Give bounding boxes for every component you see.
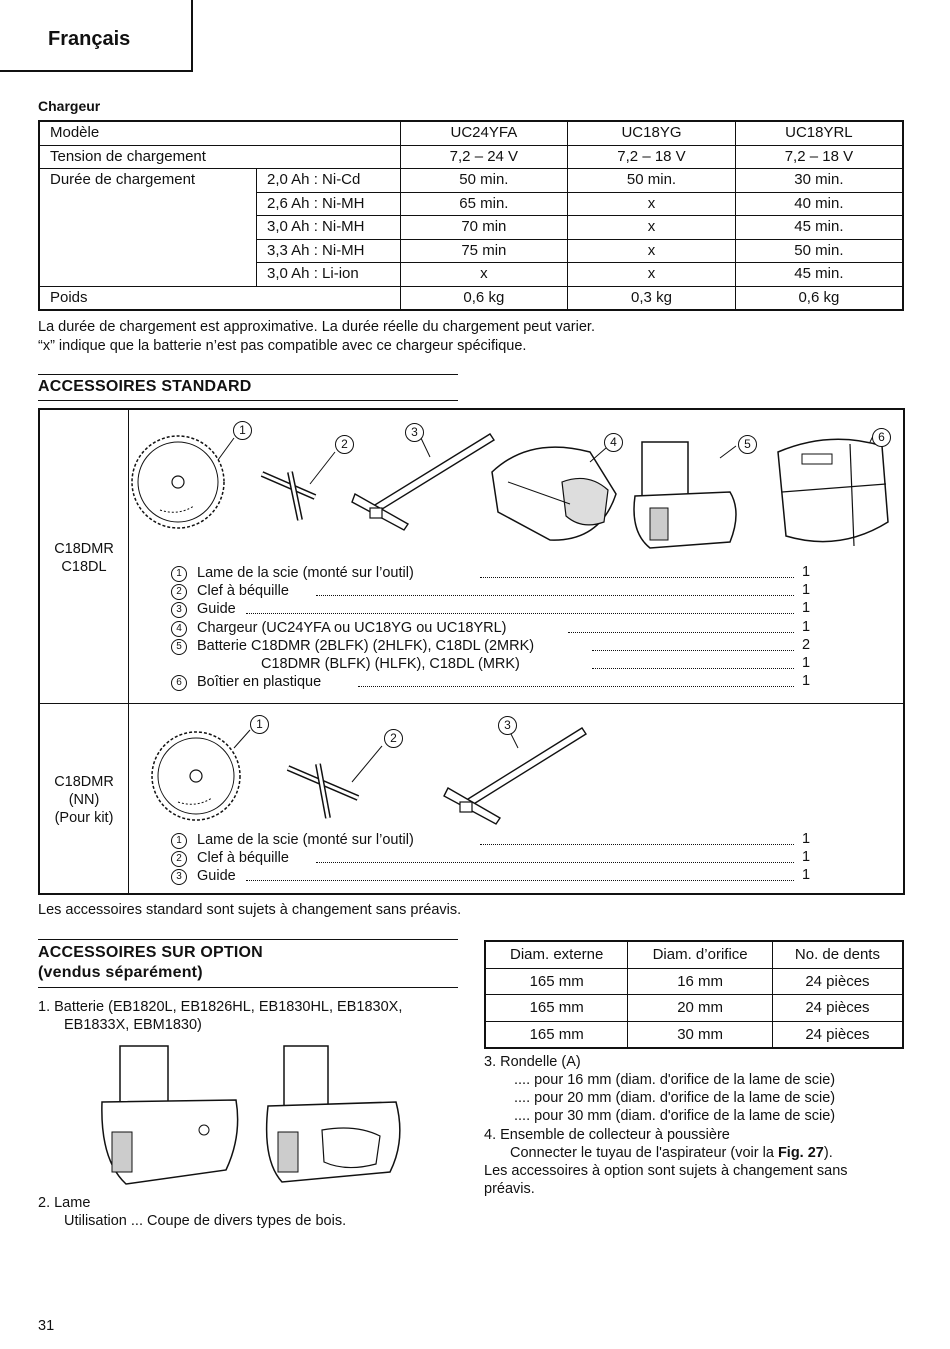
item-number: 5	[171, 639, 187, 655]
table-cell: 24 pièces	[772, 1021, 903, 1048]
item-label: Boîtier en plastique	[197, 674, 322, 690]
table-cell: 20 mm	[628, 995, 773, 1022]
duration-cell: x	[568, 192, 736, 216]
table-cell: 24 pièces	[772, 968, 903, 995]
heading-rule-top	[38, 374, 458, 375]
optional-accessories-heading: ACCESSOIRES SUR OPTION	[38, 944, 263, 961]
table-cell: 165 mm	[485, 995, 628, 1022]
model-cell: UC18YG	[568, 121, 736, 145]
voltage-label: Tension de chargement	[39, 145, 400, 169]
weight-cell: 0,6 kg	[400, 286, 568, 310]
optional-item-1-cont: EB1833X, EBM1830)	[64, 1017, 202, 1033]
list-item	[171, 849, 289, 867]
list-item	[171, 619, 506, 637]
model-name: (Pour kit)	[54, 810, 114, 826]
duration-cell: 45 min.	[735, 263, 903, 287]
item-qty: 1	[802, 655, 811, 671]
list-item	[171, 867, 236, 885]
heading-rule-top	[38, 939, 458, 940]
optional-item-1: 1. Batterie (EB1820L, EB1826HL, EB1830HL, EB1830X,	[38, 999, 403, 1015]
charger-icon	[492, 447, 616, 540]
charger-note-1: La durée de chargement est approximative. La durée réelle du chargement peut varier.	[38, 319, 595, 335]
item-number: 3	[171, 869, 187, 885]
table-cell: 30 mm	[628, 1021, 773, 1048]
item-qty: 1	[802, 849, 811, 865]
duration-cell: 50 min.	[735, 239, 903, 263]
model-cell: UC24YFA	[400, 121, 568, 145]
leader-dots	[480, 844, 794, 845]
item-qty: 1	[802, 600, 811, 616]
voltage-cell: 7,2 – 18 V	[735, 145, 903, 169]
leader-dots	[246, 880, 794, 881]
item-qty: 1	[802, 673, 811, 689]
leader-dots	[480, 577, 794, 578]
group1-models	[40, 540, 128, 576]
list-item	[171, 637, 534, 655]
leader-dots	[316, 862, 794, 863]
item-number: 2	[171, 584, 187, 600]
table-row	[485, 995, 903, 1022]
guide-icon	[352, 434, 494, 530]
item-qty: 1	[802, 619, 811, 635]
charger-note-2: “x” indique que la batterie n’est pas compatible avec ce chargeur spécifique.	[38, 338, 527, 354]
washer-line: .... pour 20 mm (diam. d'orifice de la lame de scie)	[514, 1090, 836, 1106]
callout-3: 3	[498, 716, 517, 735]
battery-cell: 3,0 Ah : Li-ion	[256, 263, 400, 287]
model-name: C18DMR	[54, 774, 114, 790]
figure-reference: Fig. 27	[777, 1145, 824, 1161]
model-name: (NN)	[68, 792, 100, 808]
battery-illustration	[96, 1040, 406, 1190]
leader-dots	[592, 668, 794, 669]
duration-cell: x	[568, 239, 736, 263]
heading-rule-bottom	[38, 987, 458, 988]
optional-note-1: Les accessoires à option sont sujets à changement sans	[484, 1163, 848, 1179]
standard-accessories-heading: ACCESSOIRES STANDARD	[38, 378, 252, 395]
weight-cell: 0,3 kg	[568, 286, 736, 310]
optional-item-2-text: Utilisation ... Coupe de divers types de bois.	[64, 1213, 347, 1229]
table-row	[39, 169, 903, 193]
item-4-text: Connecter le tuyau de l'aspirateur (voir la	[510, 1145, 778, 1161]
standard-accessories-note: Les accessoires standard sont sujets à changement sans préavis.	[38, 902, 462, 918]
item-4-text-end: ).	[823, 1145, 833, 1161]
box-wrench-icon	[288, 764, 358, 818]
table-header-row	[485, 941, 903, 968]
item-label: Batterie C18DMR (2BLFK) (2HLFK), C18DL (2MRK)	[197, 638, 535, 654]
table-row	[39, 121, 903, 145]
leader-dots	[592, 650, 794, 651]
optional-item-4-text	[510, 1144, 833, 1162]
plastic-case-icon	[778, 439, 888, 546]
model-name: C18DL	[61, 559, 107, 575]
item-label: C18DMR (BLFK) (HLFK), C18DL (MRK)	[261, 656, 520, 672]
leader-dots	[316, 595, 794, 596]
box-wrench-icon	[262, 472, 315, 520]
table-row	[39, 145, 903, 169]
item-number: 3	[171, 602, 187, 618]
callout-5: 5	[738, 435, 757, 454]
battery-cell: 2,6 Ah : Ni-MH	[256, 192, 400, 216]
table-cell: 24 pièces	[772, 995, 903, 1022]
box-divider-vertical	[128, 408, 129, 895]
duration-cell: x	[400, 263, 568, 287]
duration-cell: 40 min.	[735, 192, 903, 216]
duration-label: Durée de chargement	[39, 169, 256, 287]
column-header: Diam. d’orifice	[628, 941, 773, 968]
callout-3: 3	[405, 423, 424, 442]
item-qty: 1	[802, 831, 811, 847]
callout-1: 1	[233, 421, 252, 440]
callout-2: 2	[384, 729, 403, 748]
item-label: Guide	[197, 868, 236, 884]
group2-illustration	[130, 708, 610, 836]
optional-accessories-subheading: (vendus séparément)	[38, 964, 203, 981]
leader-dots	[568, 632, 794, 633]
item-number: 2	[171, 851, 187, 867]
callout-4: 4	[604, 433, 623, 452]
battery-cell: 3,0 Ah : Ni-MH	[256, 216, 400, 240]
list-item	[171, 582, 289, 600]
battery-cell: 2,0 Ah : Ni-Cd	[256, 169, 400, 193]
battery-icon	[102, 1046, 238, 1184]
table-cell: 16 mm	[628, 968, 773, 995]
item-number: 6	[171, 675, 187, 691]
duration-cell: 50 min.	[400, 169, 568, 193]
callout-6: 6	[872, 428, 891, 447]
weight-cell: 0,6 kg	[735, 286, 903, 310]
language-tab	[0, 0, 193, 72]
battery-icon	[267, 1046, 400, 1182]
optional-item-3: 3. Rondelle (A)	[484, 1054, 581, 1070]
duration-cell: 65 min.	[400, 192, 568, 216]
item-label: Clef à béquille	[197, 583, 289, 599]
list-item	[171, 564, 414, 582]
optional-item-4: 4. Ensemble de collecteur à poussière	[484, 1127, 730, 1143]
list-item	[171, 831, 414, 849]
item-number: 1	[171, 833, 187, 849]
washer-line: .... pour 16 mm (diam. d'orifice de la lame de scie)	[514, 1072, 836, 1088]
table-row	[485, 968, 903, 995]
column-header: Diam. externe	[485, 941, 628, 968]
optional-item-2: 2. Lame	[38, 1195, 91, 1211]
item-qty: 1	[802, 582, 811, 598]
leader-dots	[358, 686, 794, 687]
item-label: Lame de la scie (monté sur l’outil)	[197, 832, 414, 848]
washer-line: .... pour 30 mm (diam. d'orifice de la lame de scie)	[514, 1108, 836, 1124]
item-number: 4	[171, 621, 187, 637]
model-label: Modèle	[39, 121, 400, 145]
duration-cell: 45 min.	[735, 216, 903, 240]
duration-cell: 75 min	[400, 239, 568, 263]
voltage-cell: 7,2 – 24 V	[400, 145, 568, 169]
charger-section-label: Chargeur	[38, 98, 101, 114]
item-number: 1	[171, 566, 187, 582]
item-qty: 1	[802, 564, 811, 580]
optional-note-2: préavis.	[484, 1181, 535, 1197]
voltage-cell: 7,2 – 18 V	[568, 145, 736, 169]
list-item	[171, 600, 236, 618]
saw-blade-icon	[152, 732, 240, 820]
item-label: Guide	[197, 601, 236, 617]
callout-2: 2	[335, 435, 354, 454]
weight-label: Poids	[39, 286, 400, 310]
leader-dots	[246, 613, 794, 614]
blade-table	[484, 940, 904, 1049]
item-label: Lame de la scie (monté sur l’outil)	[197, 565, 414, 581]
battery-cell: 3,3 Ah : Ni-MH	[256, 239, 400, 263]
duration-cell: 50 min.	[568, 169, 736, 193]
language-label: Français	[48, 28, 131, 50]
heading-rule-bottom	[38, 400, 458, 401]
list-item	[261, 655, 520, 673]
duration-cell: 70 min	[400, 216, 568, 240]
duration-cell: x	[568, 263, 736, 287]
page-number: 31	[38, 1318, 55, 1334]
table-cell: 165 mm	[485, 968, 628, 995]
list-item	[171, 673, 321, 691]
charger-table	[38, 120, 904, 311]
model-name: C18DMR	[54, 541, 114, 557]
saw-blade-icon	[132, 436, 224, 528]
item-qty: 2	[802, 637, 811, 653]
table-cell: 165 mm	[485, 1021, 628, 1048]
table-row	[485, 1021, 903, 1048]
item-label: Clef à béquille	[197, 850, 289, 866]
item-label: Chargeur (UC24YFA ou UC18YG ou UC18YRL)	[197, 620, 507, 636]
duration-cell: x	[568, 216, 736, 240]
duration-cell: 30 min.	[735, 169, 903, 193]
model-cell: UC18YRL	[735, 121, 903, 145]
column-header: No. de dents	[772, 941, 903, 968]
item-qty: 1	[802, 867, 811, 883]
callout-1: 1	[250, 715, 269, 734]
table-row	[39, 286, 903, 310]
box-divider-horizontal	[38, 703, 904, 704]
group2-models	[40, 773, 128, 827]
